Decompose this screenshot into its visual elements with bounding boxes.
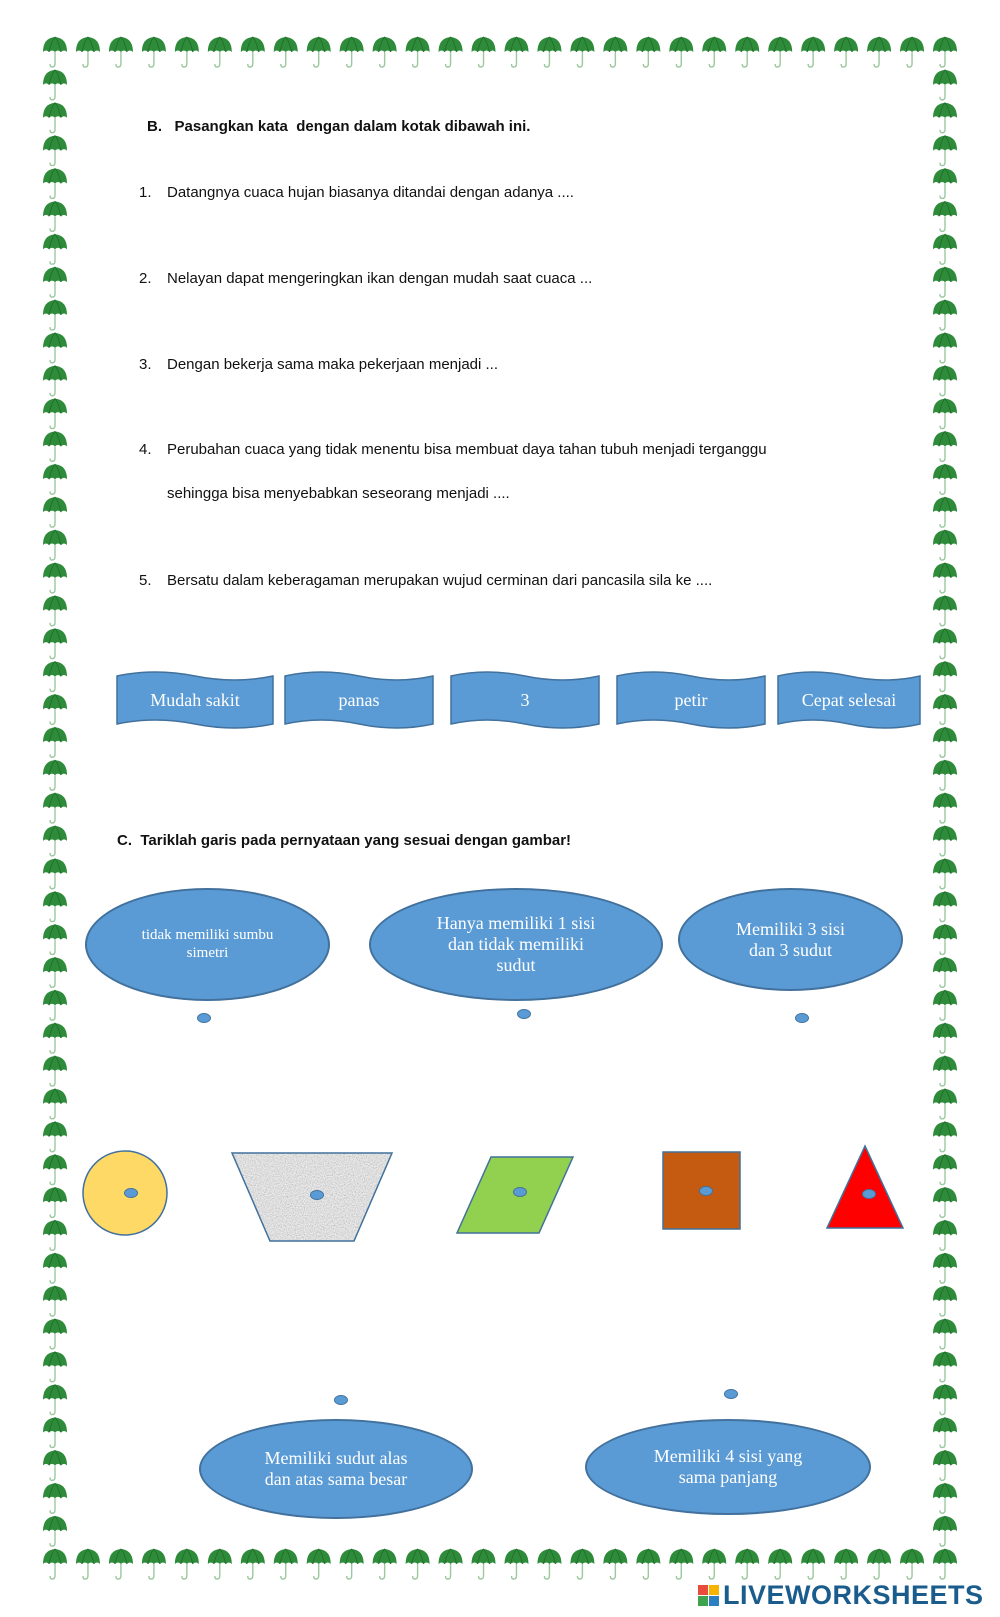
umbrella-icon [867, 37, 891, 67]
connector-dot[interactable] [513, 1187, 527, 1197]
umbrella-icon [43, 333, 67, 363]
statement-equal-angles[interactable] [199, 1419, 473, 1519]
question-number: 4. [139, 441, 152, 458]
umbrella-icon [933, 497, 957, 527]
connector-dot[interactable] [517, 1009, 531, 1019]
umbrella-icon [933, 103, 957, 133]
umbrella-icon [933, 1056, 957, 1086]
question-4 [139, 441, 767, 458]
umbrella-icon [43, 300, 67, 330]
umbrella-icon [933, 1187, 957, 1217]
umbrella-icon [472, 37, 496, 67]
statement-three-sides[interactable] [678, 888, 903, 991]
umbrella-icon [43, 431, 67, 461]
umbrella-icon [933, 760, 957, 790]
section-b-heading: B. Pasangkan kata dengan dalam kotak dibawah ini. [147, 118, 531, 135]
umbrella-icon [933, 37, 957, 67]
umbrella-icon [933, 399, 957, 429]
umbrella-icon [43, 1056, 67, 1086]
umbrella-icon [933, 990, 957, 1020]
umbrella-icon [933, 201, 957, 231]
umbrella-icon [43, 563, 67, 593]
umbrella-icon [933, 1253, 957, 1283]
section-c-heading: C. Tariklah garis pada pernyataan yang sesuai dengan gambar! [117, 832, 572, 849]
umbrella-icon [933, 596, 957, 626]
logo-icon [698, 1585, 719, 1606]
answer-banner-mudah-sakit[interactable] [115, 670, 275, 730]
umbrella-icon [43, 234, 67, 264]
question-number: 2. [139, 270, 152, 287]
umbrella-icon [307, 37, 331, 67]
statement-text: Memiliki 3 sisi dan 3 sudut [735, 918, 845, 960]
umbrella-icon [43, 399, 67, 429]
umbrella-icon [373, 37, 397, 67]
umbrella-icon [933, 1352, 957, 1382]
umbrella-icon [43, 727, 67, 757]
umbrella-icon [504, 37, 528, 67]
umbrella-icon [570, 1549, 594, 1579]
umbrella-icon [933, 267, 957, 297]
umbrella-icon [43, 168, 67, 198]
umbrella-icon [43, 596, 67, 626]
question-text: Nelayan dapat mengeringkan ikan dengan mudah saat cuaca ... [167, 270, 593, 287]
statement-text: tidak memiliki sumbu simetri [141, 927, 274, 961]
umbrella-icon [801, 37, 825, 67]
connector-dot[interactable] [334, 1395, 348, 1405]
umbrella-icon [241, 1549, 265, 1579]
umbrella-icon [933, 924, 957, 954]
umbrella-icon [43, 1187, 67, 1217]
umbrella-icon [340, 1549, 364, 1579]
connector-dot[interactable] [197, 1013, 211, 1023]
umbrella-icon [933, 1450, 957, 1480]
umbrella-icon [702, 37, 726, 67]
connector-dot[interactable] [862, 1189, 876, 1199]
umbrella-icon [933, 333, 957, 363]
umbrella-icon [43, 1122, 67, 1152]
umbrella-icon [933, 366, 957, 396]
question-text: Perubahan cuaca yang tidak menentu bisa membuat daya tahan tubuh menjadi terganggu [167, 441, 767, 458]
umbrella-icon [768, 1549, 792, 1579]
umbrella-icon [43, 1516, 67, 1546]
umbrella-icon [933, 793, 957, 823]
umbrella-icon [142, 37, 166, 67]
umbrella-icon [43, 366, 67, 396]
umbrella-icon [933, 300, 957, 330]
liveworksheets-logo [698, 1580, 984, 1611]
umbrella-icon [933, 1122, 957, 1152]
umbrella-icon [933, 464, 957, 494]
umbrella-icon [43, 990, 67, 1020]
answer-label: 3 [520, 690, 530, 710]
umbrella-icon [636, 1549, 660, 1579]
connector-dot[interactable] [724, 1389, 738, 1399]
umbrella-icon [867, 1549, 891, 1579]
umbrella-icon [43, 530, 67, 560]
umbrella-icon [43, 497, 67, 527]
umbrella-icon [208, 1549, 232, 1579]
umbrella-icon [439, 1549, 463, 1579]
question-number: 3. [139, 356, 152, 373]
answer-label: Cepat selesai [801, 690, 897, 710]
umbrella-icon [735, 37, 759, 67]
answer-label: panas [338, 690, 380, 710]
umbrella-icon [933, 1220, 957, 1250]
umbrella-icon [933, 826, 957, 856]
answer-banner-3[interactable] [449, 670, 601, 730]
umbrella-icon [43, 1155, 67, 1185]
umbrella-icon [900, 37, 924, 67]
umbrella-icon [735, 1549, 759, 1579]
connector-dot[interactable] [310, 1190, 324, 1200]
question-text: Datangnya cuaca hujan biasanya ditandai dengan adanya .... [167, 184, 574, 201]
statement-one-side-no-angle[interactable] [369, 888, 663, 1001]
umbrella-icon [933, 859, 957, 889]
answer-label: petir [674, 690, 708, 710]
umbrella-icon [109, 1549, 133, 1579]
umbrella-icon [43, 1253, 67, 1283]
umbrella-icon [43, 1385, 67, 1415]
umbrella-icon [933, 727, 957, 757]
umbrella-icon [933, 431, 957, 461]
umbrella-icon [900, 1549, 924, 1579]
umbrella-icon [43, 70, 67, 100]
umbrella-icon [406, 37, 430, 67]
question-2 [139, 270, 592, 287]
umbrella-icon [603, 1549, 627, 1579]
umbrella-icon [43, 826, 67, 856]
umbrella-icon [933, 1286, 957, 1316]
umbrella-icon [43, 957, 67, 987]
umbrella-icon [208, 37, 232, 67]
statement-no-symmetry[interactable] [85, 888, 330, 1001]
umbrella-icon [933, 1319, 957, 1349]
umbrella-icon [933, 1418, 957, 1448]
umbrella-icon [43, 1549, 67, 1579]
umbrella-icon [933, 1516, 957, 1546]
umbrella-icon [669, 37, 693, 67]
question-number: 5. [139, 572, 152, 589]
umbrella-icon [43, 1352, 67, 1382]
umbrella-icon [834, 1549, 858, 1579]
umbrella-icon [570, 37, 594, 67]
umbrella-icon [933, 892, 957, 922]
umbrella-icon [43, 760, 67, 790]
umbrella-icon [933, 1483, 957, 1513]
umbrella-icon [43, 136, 67, 166]
umbrella-icon [933, 563, 957, 593]
umbrella-icon [603, 37, 627, 67]
umbrella-icon [43, 267, 67, 297]
umbrella-icon [933, 694, 957, 724]
umbrella-icon [43, 1319, 67, 1349]
umbrella-icon [109, 37, 133, 67]
umbrella-icon [933, 1385, 957, 1415]
question-text: Bersatu dalam keberagaman merupakan wujud cerminan dari pancasila sila ke .... [167, 572, 713, 589]
umbrella-icon [933, 136, 957, 166]
umbrella-icon [933, 1089, 957, 1119]
umbrella-icon [472, 1549, 496, 1579]
umbrella-icon [933, 1023, 957, 1053]
umbrella-icon [504, 1549, 528, 1579]
umbrella-icon [43, 1286, 67, 1316]
umbrella-icon [43, 694, 67, 724]
statement-text: Memiliki sudut alas dan atas sama besar [264, 1448, 408, 1489]
logo-text: LIVEWORKSHEETS [723, 1580, 984, 1610]
question-4-continued [167, 485, 510, 502]
connector-dot[interactable] [795, 1013, 809, 1023]
umbrella-icon [43, 1450, 67, 1480]
umbrella-icon [43, 1023, 67, 1053]
answer-label: Mudah sakit [150, 690, 240, 710]
umbrella-icon [307, 1549, 331, 1579]
umbrella-icon [933, 629, 957, 659]
umbrella-icon [537, 37, 561, 67]
umbrella-icon [768, 37, 792, 67]
umbrella-icon [933, 1155, 957, 1185]
umbrella-icon [933, 168, 957, 198]
umbrella-icon [175, 1549, 199, 1579]
umbrella-icon [702, 1549, 726, 1579]
umbrella-icon [933, 234, 957, 264]
question-number: 1. [139, 184, 152, 201]
statement-text: Memiliki 4 sisi yang sama panjang [653, 1446, 803, 1487]
umbrella-icon [933, 1549, 957, 1579]
umbrella-icon [406, 1549, 430, 1579]
umbrella-icon [274, 37, 298, 67]
umbrella-icon [669, 1549, 693, 1579]
umbrella-icon [636, 37, 660, 67]
umbrella-icon [241, 37, 265, 67]
connector-dot[interactable] [699, 1186, 713, 1196]
umbrella-icon [76, 1549, 100, 1579]
umbrella-icon [43, 662, 67, 692]
umbrella-icon [43, 859, 67, 889]
umbrella-icon [43, 1089, 67, 1119]
umbrella-icon [43, 103, 67, 133]
question-1 [139, 184, 574, 201]
answer-banner-panas[interactable] [283, 670, 435, 730]
triangle-shape [825, 1144, 905, 1230]
umbrella-icon [175, 37, 199, 67]
answer-banner-petir[interactable] [615, 670, 767, 730]
answer-banner-cepat-selesai[interactable] [776, 670, 922, 730]
umbrella-icon [43, 37, 67, 67]
umbrella-icon [537, 1549, 561, 1579]
statement-text: Hanya memiliki 1 sisi dan tidak memiliki sudut [436, 913, 596, 975]
umbrella-icon [43, 201, 67, 231]
umbrella-icon [43, 464, 67, 494]
umbrella-icon [933, 957, 957, 987]
question-3 [139, 356, 498, 373]
question-text: sehingga bisa menyebabkan seseorang menjadi .... [167, 485, 510, 502]
umbrella-icon [76, 37, 100, 67]
umbrella-icon [340, 37, 364, 67]
umbrella-icon [43, 1220, 67, 1250]
umbrella-icon [439, 37, 463, 67]
umbrella-icon [43, 1418, 67, 1448]
umbrella-icon [142, 1549, 166, 1579]
umbrella-icon [43, 629, 67, 659]
umbrella-icon [801, 1549, 825, 1579]
umbrella-icon [373, 1549, 397, 1579]
connector-dot[interactable] [124, 1188, 138, 1198]
umbrella-icon [43, 924, 67, 954]
question-5 [139, 572, 712, 589]
umbrella-icon [933, 662, 957, 692]
umbrella-icon [834, 37, 858, 67]
question-text: Dengan bekerja sama maka pekerjaan menjadi ... [167, 356, 499, 373]
umbrella-icon [274, 1549, 298, 1579]
umbrella-icon [933, 70, 957, 100]
umbrella-icon [933, 530, 957, 560]
umbrella-icon [43, 892, 67, 922]
statement-four-equal-sides[interactable] [585, 1419, 871, 1515]
umbrella-icon [43, 793, 67, 823]
umbrella-icon [43, 1483, 67, 1513]
